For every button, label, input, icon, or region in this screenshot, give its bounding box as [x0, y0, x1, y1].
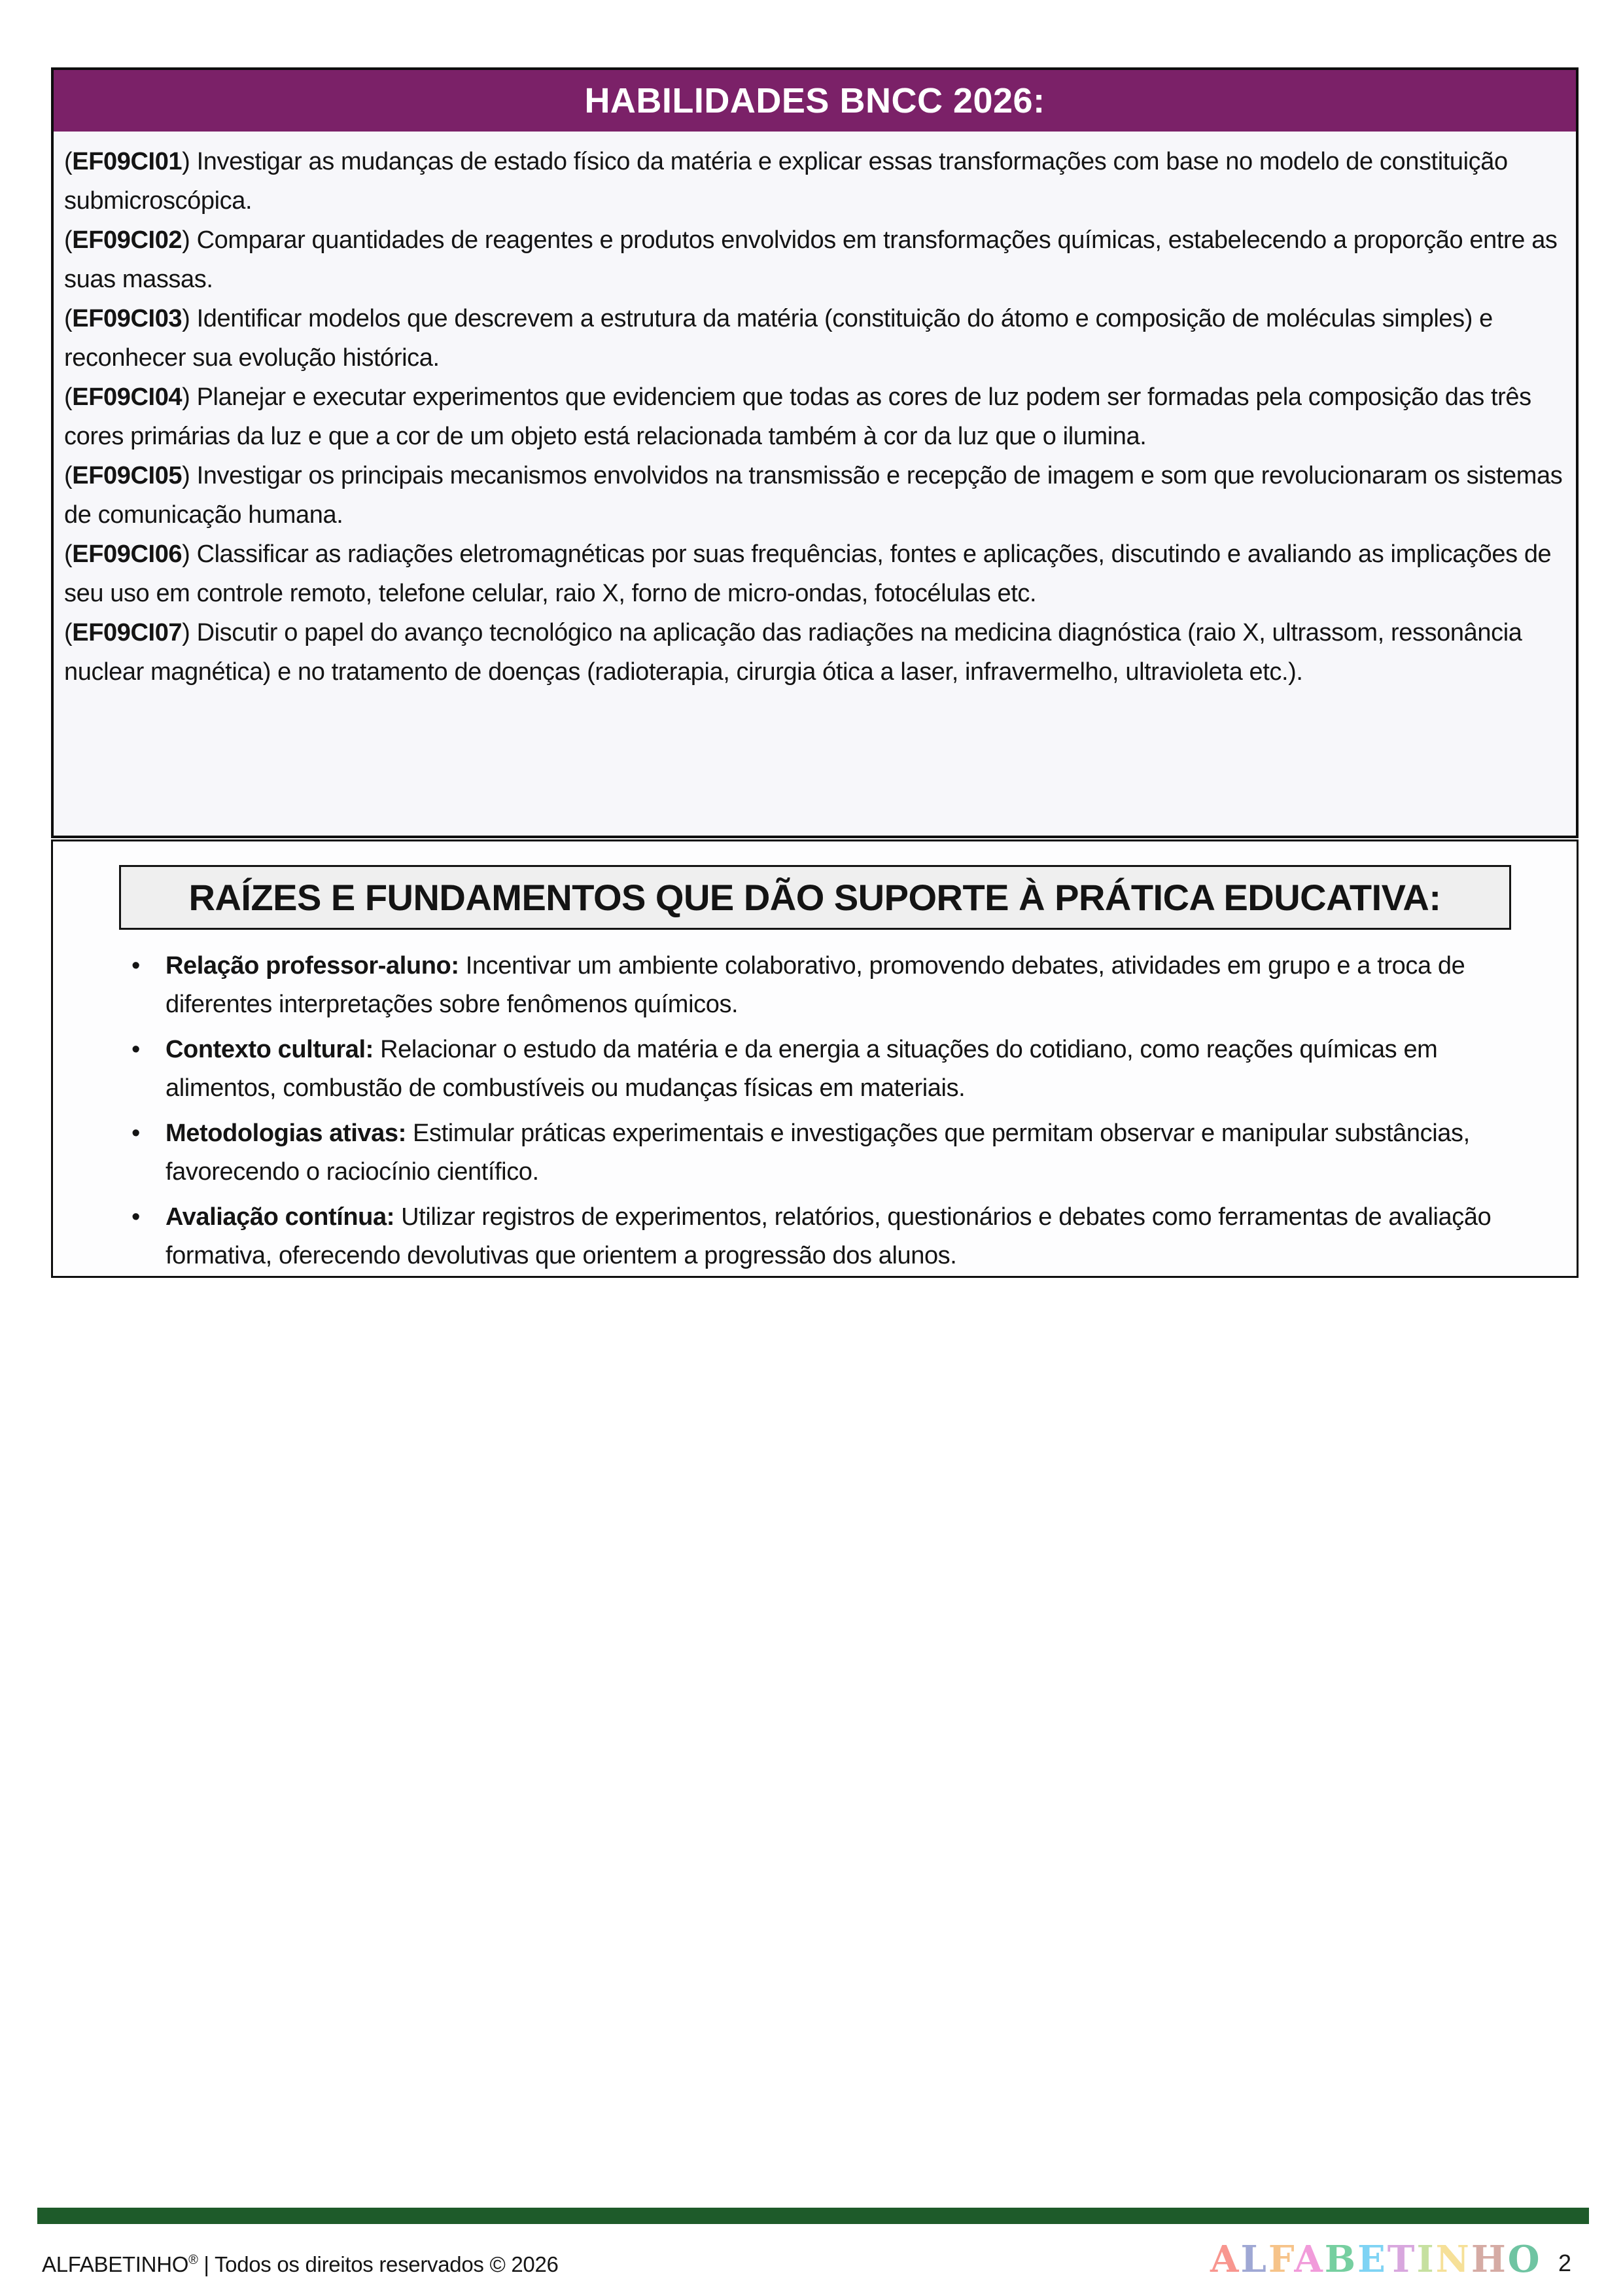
raizes-bullet-list — [116, 947, 1537, 1275]
habilidades-box — [51, 67, 1579, 838]
bullet-text: Relacionar o estudo da matéria e da energia a situações do cotidiano, como reações químicas em alimentos, combustão de combustíveis ou mudanças físicas em materiais. — [166, 1036, 1438, 1102]
skill-paragraph — [64, 221, 1564, 299]
skill-paragraph — [64, 535, 1564, 613]
bullet-label: Contexto cultural: — [166, 1036, 374, 1063]
list-item — [116, 1114, 1537, 1192]
skill-paragraph — [64, 378, 1564, 456]
footer-divider-bar — [37, 2208, 1589, 2224]
bullet-label: Relação professor-aluno: — [166, 952, 459, 980]
logo-letter: F — [1268, 2238, 1295, 2281]
list-item — [116, 1198, 1537, 1275]
logo-letter: E — [1357, 2238, 1387, 2281]
skill-open-paren: ( — [64, 148, 73, 175]
skill-open-paren: ( — [64, 305, 73, 332]
list-item — [116, 947, 1537, 1024]
footer-brand: ALFABETINHO — [42, 2252, 189, 2276]
skill-text: ) Investigar os principais mecanismos envolvidos na transmissão e recepção de imagem e som que revolucionaram os sistemas de comunicação humana. — [64, 462, 1563, 529]
skill-text: ) Identificar modelos que descrevem a estrutura da matéria (constituição do átomo e composição de moléculas simples) e reconhecer sua evolução histórica. — [64, 305, 1493, 372]
habilidades-title: HABILIDADES BNCC 2026: — [584, 81, 1045, 120]
skill-text: ) Planejar e executar experimentos que evidenciem que todas as cores de luz podem ser formadas pela composição das três cores primárias da luz e que a cor de um objeto está relacionada também à cor da luz que o ilumina. — [64, 383, 1531, 450]
skill-text: ) Investigar as mudanças de estado físico da matéria e explicar essas transformações com base no modelo de constituição submicroscópica. — [64, 148, 1508, 215]
raizes-box — [51, 839, 1579, 1278]
habilidades-title-banner — [54, 70, 1576, 132]
logo-letter: A — [1294, 2238, 1325, 2281]
skill-open-paren: ( — [64, 619, 73, 646]
bullet-text: Utilizar registros de experimentos, relatórios, questionários e debates como ferramentas de avaliação formativa, oferecendo devolutivas que orientem a progressão dos alunos. — [166, 1203, 1492, 1269]
skill-open-paren: ( — [64, 226, 73, 254]
logo-letter: H — [1471, 2238, 1508, 2281]
skill-paragraph — [64, 613, 1564, 692]
skill-text: ) Classificar as radiações eletromagnéticas por suas frequências, fontes e aplicações, discutindo e avaliando as implicações de seu uso em controle remoto, telefone celular, raio X, forno de micro-ondas, fotocélulas etc. — [64, 540, 1552, 607]
alfabetinho-logo — [1210, 2238, 1542, 2281]
skill-code: EF09CI02 — [72, 226, 183, 254]
habilidades-text-block — [54, 132, 1576, 692]
logo-letter: I — [1416, 2238, 1436, 2281]
logo-letter: A — [1210, 2238, 1241, 2281]
logo-letter: L — [1240, 2238, 1268, 2281]
footer-copyright — [42, 2252, 559, 2277]
skill-text: ) Discutir o papel do avanço tecnológico na aplicação das radiações na medicina diagnóstica (raio X, ultrassom, ressonância nuclear magnética) e no tratamento de doenças (radioterapia, cirurgia ótica a laser, infravermelho, ultravioleta etc.). — [64, 619, 1522, 686]
skill-open-paren: ( — [64, 383, 73, 411]
skill-open-paren: ( — [64, 540, 73, 568]
logo-letter: N — [1435, 2238, 1471, 2281]
skill-code: EF09CI03 — [72, 305, 183, 332]
page-number: 2 — [1558, 2250, 1572, 2276]
bullet-label: Metodologias ativas: — [166, 1120, 406, 1147]
skill-code: EF09CI05 — [72, 462, 183, 489]
logo-letter: O — [1507, 2238, 1542, 2281]
skill-code: EF09CI04 — [72, 383, 183, 411]
skill-text: ) Comparar quantidades de reagentes e produtos envolvidos em transformações químicas, estabelecendo a proporção entre as suas massas. — [64, 226, 1558, 293]
skill-open-paren: ( — [64, 462, 73, 489]
skill-paragraph — [64, 456, 1564, 535]
bullet-label: Avaliação contínua: — [166, 1203, 394, 1231]
footer-rights: | Todos os direitos reservados © 2026 — [198, 2252, 559, 2276]
skill-paragraph — [64, 142, 1564, 221]
registered-mark: ® — [188, 2253, 198, 2267]
list-item — [116, 1031, 1537, 1108]
bullet-text: Incentivar um ambiente colaborativo, promovendo debates, atividades em grupo e a troca de diferentes interpretações sobre fenômenos químicos. — [166, 952, 1465, 1018]
raizes-title: RAÍZES E FUNDAMENTOS QUE DÃO SUPORTE À PRÁTICA EDUCATIVA: — [188, 877, 1441, 918]
bullet-text: Estimular práticas experimentais e investigações que permitam observar e manipular substâncias, favorecendo o raciocínio científico. — [166, 1120, 1470, 1186]
raizes-title-box — [119, 865, 1511, 930]
logo-letter: T — [1387, 2238, 1417, 2281]
logo-letter: B — [1324, 2238, 1358, 2281]
skill-paragraph — [64, 299, 1564, 378]
skill-code: EF09CI07 — [72, 619, 183, 646]
skill-code: EF09CI01 — [72, 148, 183, 175]
skill-code: EF09CI06 — [72, 540, 183, 568]
